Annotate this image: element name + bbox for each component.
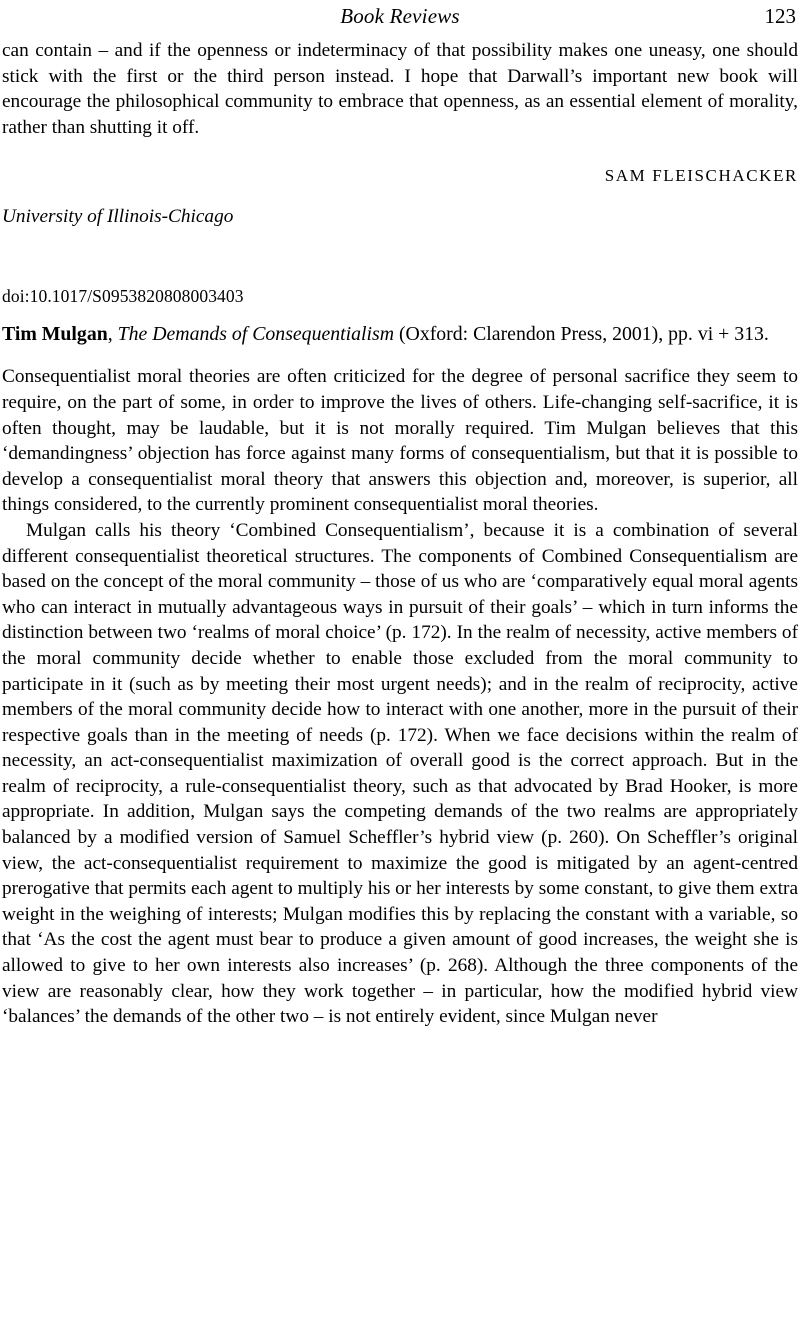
review-author: Tim Mulgan <box>2 323 108 346</box>
running-head <box>2 4 798 38</box>
running-head-title: Book Reviews <box>340 4 460 28</box>
page-number: 123 <box>764 4 796 28</box>
previous-review-body <box>2 38 798 140</box>
page <box>0 4 800 1337</box>
doi-line: doi:10.1017/S0953820808003403 <box>2 286 244 307</box>
previous-review-paragraph: can contain – and if the openness or indeterminacy of that possibility makes one uneasy, one should stick with the first or the third person instead. I hope that Darwall’s important new book will encourage the philosophical community to embrace that openness, as an essential element of morality, rather than shutting it off. <box>2 40 798 138</box>
review-body <box>2 364 798 1029</box>
review-heading <box>2 321 798 348</box>
review-heading-comma: , <box>107 323 118 346</box>
review-publication-info: (Oxford: Clarendon Press, 2001), pp. vi + 313. <box>394 323 769 346</box>
review-paragraph-2: Mulgan calls his theory ‘Combined Consequentialism’, because it is a combination of several different consequentialist theoretical structures. The components of Combined Consequentialism are based on the concept of the moral community – those of us who are ‘comparatively equal moral agents who can interact in mutually advantageous ways in pursuit of their goals’ – which in turn informs the distinction between two ‘realms of moral choice’ (p. 172). In the realm of necessity, active members of the moral community decide whether to enable those excluded from the moral community to participate in it (such as by meeting their most urgent needs); and in the realm of reciprocity, active members of the moral community decide how to interact with one another, more in the pursuit of their respective goals than in the meeting of needs (p. 172). When we face decisions within the realm of necessity, an act-consequentialist maximization of overall good is the correct approach. But in the realm of reciprocity, a rule-consequentialist theory, such as that advocated by Brad Hooker, is more appropriate. In addition, Mulgan says the competing demands of the two realms are appropriately balanced by a modified version of Samuel Scheffler’s hybrid view (p. 260). On Scheffler’s original view, the act-consequentialist requirement to maximize the good is mitigated by an agent-centred prerogative that permits each agent to multiply his or her interests by some constant, to give them extra weight in the weighing of interests; Mulgan modifies this by replacing the constant with a variable, so that ‘As the cost the agent must bear to produce a given amount of good increases, the weight she is allowed to give to her own interests also increases’ (p. 268). Although the three components of the view are reasonably clear, how they work together – in particular, how the modified hybrid view ‘balances’ the demands of the other two – is not entirely evident, since Mulgan never <box>2 519 798 1028</box>
reviewer-signature: SAM FLEISCHACKER <box>604 166 798 186</box>
reviewer-affiliation: University of Illinois-Chicago <box>2 206 234 228</box>
review-paragraph-1: Consequentialist moral theories are often criticized for the degree of personal sacrifice they seem to require, on the part of some, in order to improve the lives of others. Life-changing self-sacrifice, it is often thought, may be laudable, but it is not morally required. Tim Mulgan believes that this ‘demandingness’ objection has force against many forms of consequentialism, but that it is possible to develop a consequentialist moral theory that answers this objection and, moreover, is superior, all things considered, to the currently prominent consequentialist moral theories. <box>2 366 798 516</box>
review-book-title: The Demands of Consequentialism <box>117 323 394 346</box>
